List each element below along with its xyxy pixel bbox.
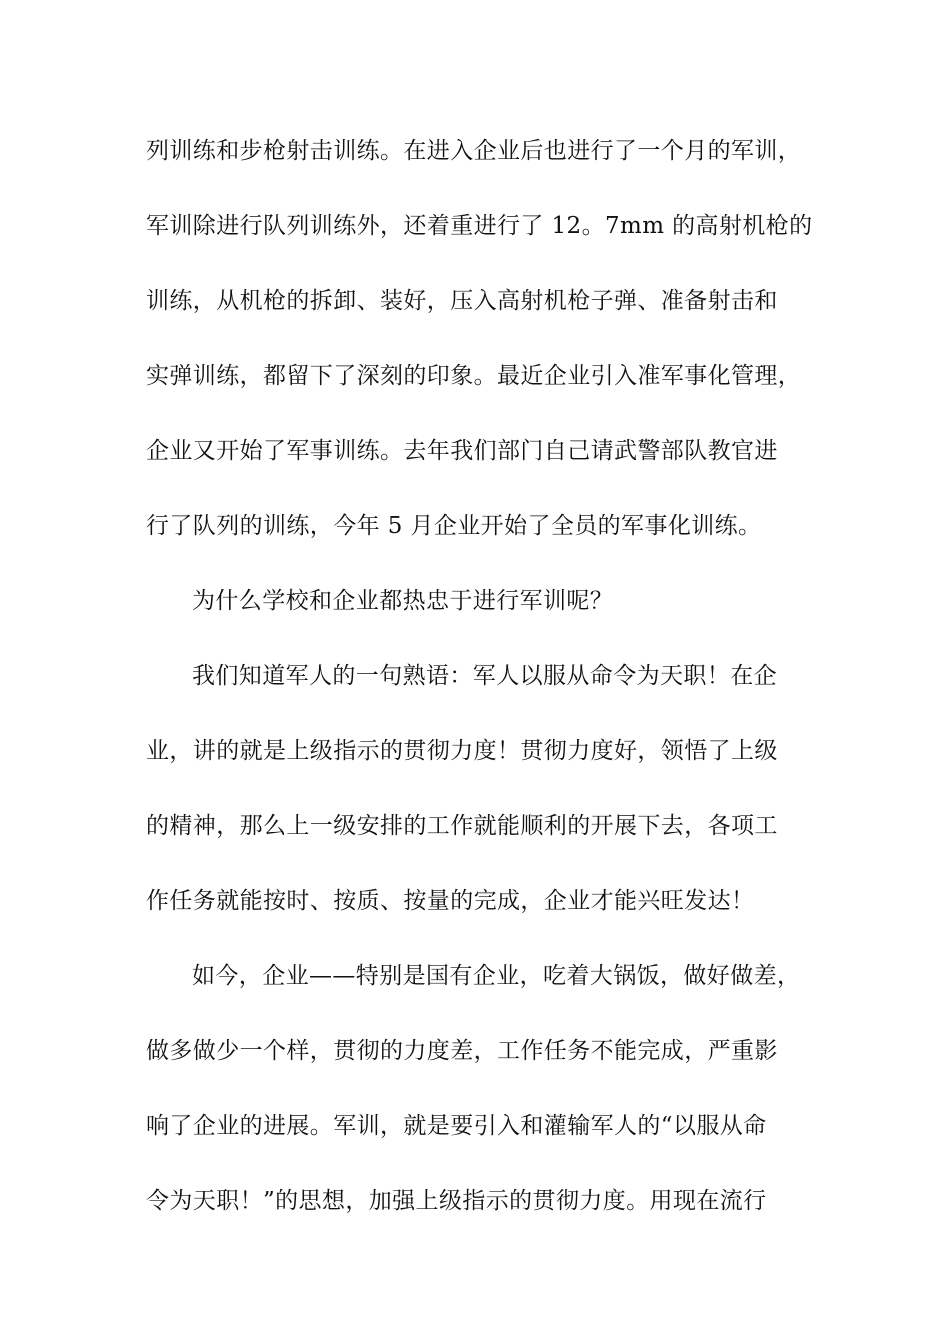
text-line-3: 训练，从机枪的拆卸、装好，压入高射机枪子弹、准备射击和 bbox=[146, 288, 778, 314]
text-line-10: 的精神，那么上一级安排的工作就能顺利的开展下去，各项工 bbox=[146, 813, 778, 839]
text-line-8: 我们知道军人的一句熟语：军人以服从命令为天职！在企 bbox=[192, 663, 777, 689]
text-line-14: 响了企业的进展。军训，就是要引入和灌输军人的“以服从命 bbox=[146, 1113, 767, 1139]
text-line-13: 做多做少一个样，贯彻的力度差，工作任务不能完成，严重影 bbox=[146, 1038, 778, 1064]
text-line-4: 实弹训练，都留下了深刻的印象。最近企业引入准军事化管理， bbox=[146, 363, 802, 389]
text-line-12: 如今，企业——特别是国有企业，吃着大锅饭，做好做差， bbox=[192, 963, 801, 989]
paragraph-question: 为什么学校和企业都热忠于进行军训呢？ bbox=[192, 588, 614, 614]
text-line-9: 业，讲的就是上级指示的贯彻力度！贯彻力度好，领悟了上级 bbox=[146, 738, 778, 764]
text-line-6: 行了队列的训练，今年 5 月企业开始了全员的军事化训练。 bbox=[146, 513, 762, 539]
text-line-15: 令为天职！”的思想，加强上级指示的贯彻力度。用现在流行 bbox=[146, 1188, 767, 1214]
text-line-1: 列训练和步枪射击训练。在进入企业后也进行了一个月的军训， bbox=[146, 138, 802, 164]
text-line-5: 企业又开始了军事训练。去年我们部门自己请武警部队教官进 bbox=[146, 438, 778, 464]
text-line-2: 军训除进行队列训练外，还着重进行了 12。7mm 的高射机枪的 bbox=[146, 213, 813, 239]
text-line-11: 作任务就能按时、按质、按量的完成，企业才能兴旺发达！ bbox=[146, 888, 755, 914]
